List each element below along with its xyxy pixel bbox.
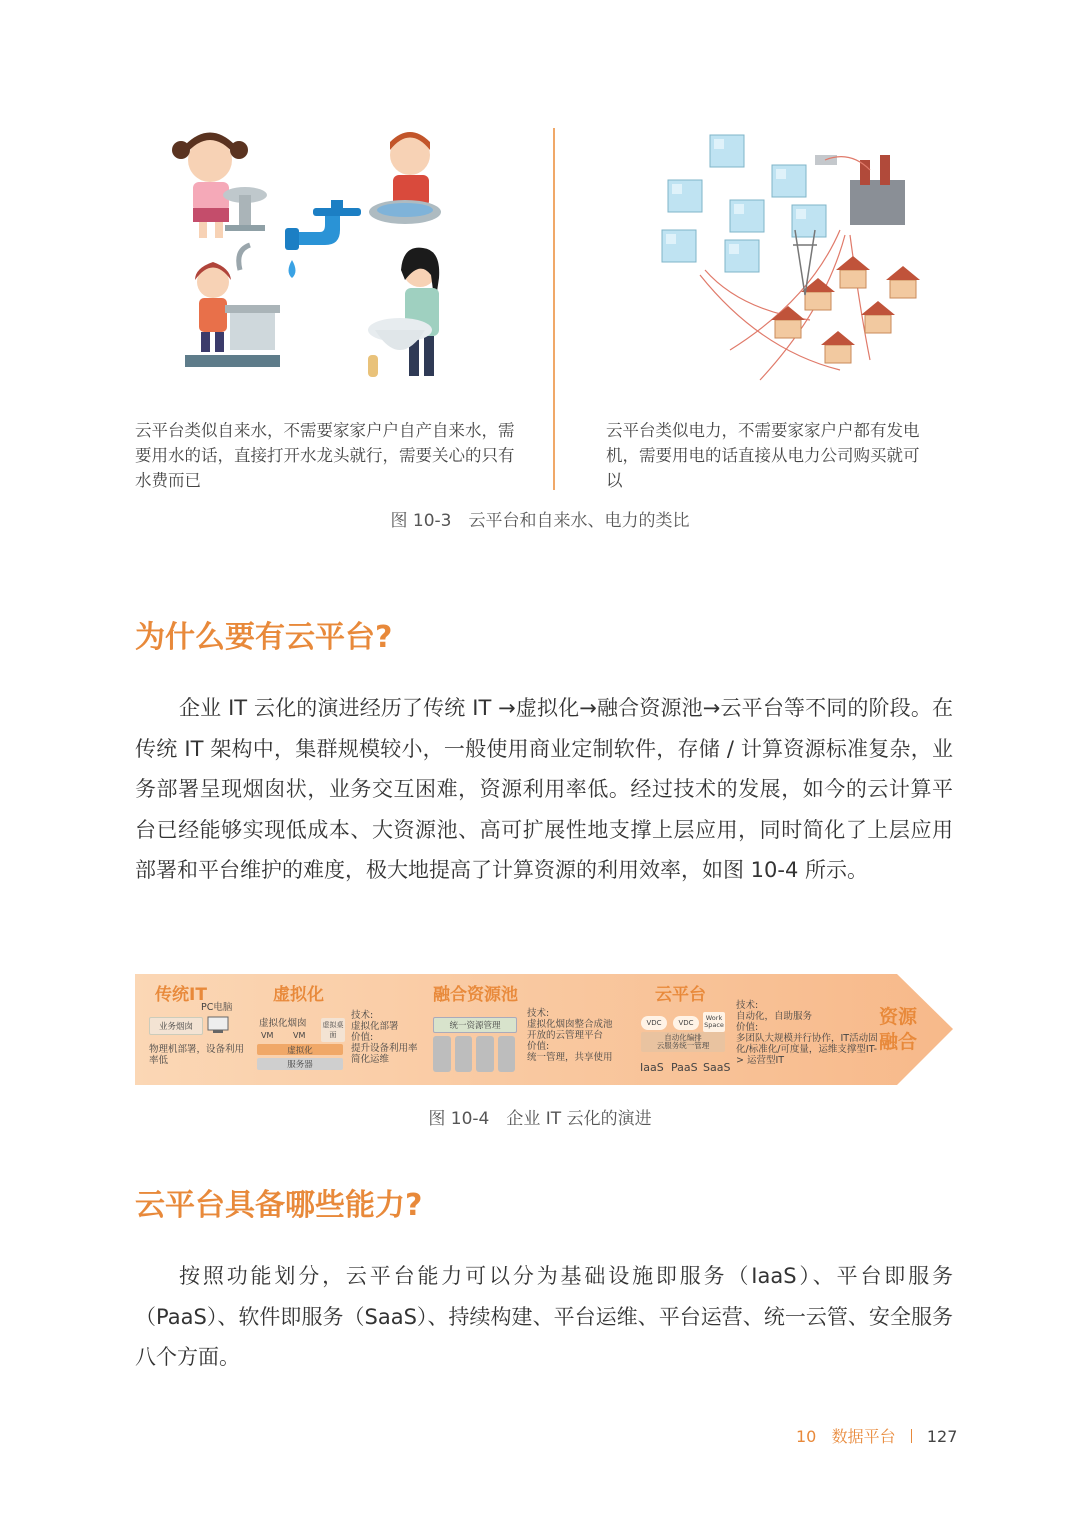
footer-chapter-number: 10 (796, 1427, 817, 1446)
figure-10-3-caption: 图 10-3 云平台和自来水、电力的类比 (390, 511, 690, 531)
stage-title-cloud-platform: 云平台 (655, 985, 706, 1005)
stage-desc-cloud-platform: 技术: 自动化，自助服务 价值: 多团队大规模并行协作，IT活动固化/标准化/可度量，运维支撑型IT-> 运营型IT (736, 1000, 878, 1066)
girl-washing-hands-figure (172, 133, 267, 239)
it-cloud-evolution-diagram (135, 972, 955, 1087)
vdc-badge-1: VDC (641, 1016, 667, 1030)
virtualization-silo-label: 虚拟化烟囱 (259, 1018, 307, 1029)
vdc-badge-2: VDC (673, 1016, 699, 1030)
boy-washing-hands-figure (369, 132, 441, 224)
woman-washing-hands-figure (368, 248, 439, 377)
saas-label: SaaS (703, 1061, 731, 1074)
footer-chapter-title: 数据平台 (831, 1427, 896, 1446)
iaas-label: IaaS (640, 1061, 664, 1074)
vm-label-1: VM (261, 1031, 274, 1040)
virtual-desktop-box: 虚拟桌面 (321, 1018, 345, 1042)
section-heading-why-cloud: 为什么要有云平台? (135, 620, 393, 655)
tap-water-illustration (135, 120, 555, 410)
power-plant-icon (815, 155, 905, 225)
section-paragraph-why-cloud: 企业 IT 云化的演进经历了传统 IT →虚拟化→融合资源池→云平台等不同的阶段。在传统 IT 架构中，集群规模较小，一般使用商业定制软件，存储 / 计算资源标准复杂，业务部署呈现烟囱状，业务交互困难，资源利用率低。经过技术的发展，如今的云计算平台已经能够实现低成本、大资源池、高可扩展性地支撑上层应用，同时简化了上层应用部署和平台维护的难度，极大地提高了计算资源的利用效率，如图 10-4 所示。 (135, 696, 953, 882)
stage-desc-traditional-it: 物理机部署，设备利用率低 (149, 1044, 245, 1066)
figure-divider (553, 128, 555, 490)
pc-label: PC电脑 (201, 1002, 233, 1013)
paas-label: PaaS (671, 1061, 698, 1074)
stage-title-traditional-it: 传统IT (155, 985, 207, 1005)
power-grid-illustration (610, 120, 960, 410)
end-label-resource: 资源 (879, 1006, 918, 1028)
page-footer (796, 1424, 957, 1447)
unified-resource-management-box: 统一资源管理 (433, 1017, 517, 1033)
virtualization-layer-box: 虚拟化 (257, 1044, 343, 1055)
stage-desc-virtualization: 技术: 虚拟化部署 价值: 提升设备利用率 简化运维 (351, 1010, 418, 1065)
child-at-sink-figure (185, 245, 280, 367)
figure-10-4-caption: 图 10-4 企业 IT 云化的演进 (428, 1109, 652, 1129)
end-label-fusion: 融合 (879, 1031, 918, 1053)
automation-orchestration-box: 自动化编排 云服务统一管理 (641, 1032, 725, 1052)
resource-pool-cylinders (433, 1036, 515, 1072)
electricity-caption: 云平台类似电力，不需要家家户户都有发电机，需要用电的话直接从电力公司购买就可以 (606, 421, 920, 490)
water-faucet-icon (285, 200, 361, 278)
footer-separator (911, 1429, 912, 1443)
vm-label-2: VM (293, 1031, 306, 1040)
section-heading-capabilities: 云平台具备哪些能力? (135, 1188, 423, 1223)
business-silo-box: 业务烟囱 (149, 1017, 203, 1035)
workspace-badge: Work Space (703, 1012, 725, 1032)
server-layer-box: 服务器 (257, 1058, 343, 1070)
server-cluster-icon (662, 135, 826, 272)
section-paragraph-capabilities: 按照功能划分，云平台能力可以分为基础设施即服务（IaaS）、平台即服务（PaaS）、软件即服务（SaaS）、持续构建、平台运维、平台运营、统一云管、安全服务八个方面。 (135, 1264, 953, 1369)
stage-title-converged-pool: 融合资源池 (433, 985, 518, 1005)
pc-icon (207, 1016, 229, 1034)
house-icons (771, 256, 920, 363)
stage-title-virtualization: 虚拟化 (273, 985, 324, 1005)
stage-desc-converged-pool: 技术: 虚拟化烟囱整合成池 开放的云管理平台 价值: 统一管理，共享使用 (527, 1008, 613, 1063)
tap-water-caption: 云平台类似自来水，不需要家家户户自产自来水，需要用水的话，直接打开水龙头就行，需要关心的只有水费而已 (135, 421, 515, 490)
footer-page-number: 127 (926, 1427, 958, 1446)
